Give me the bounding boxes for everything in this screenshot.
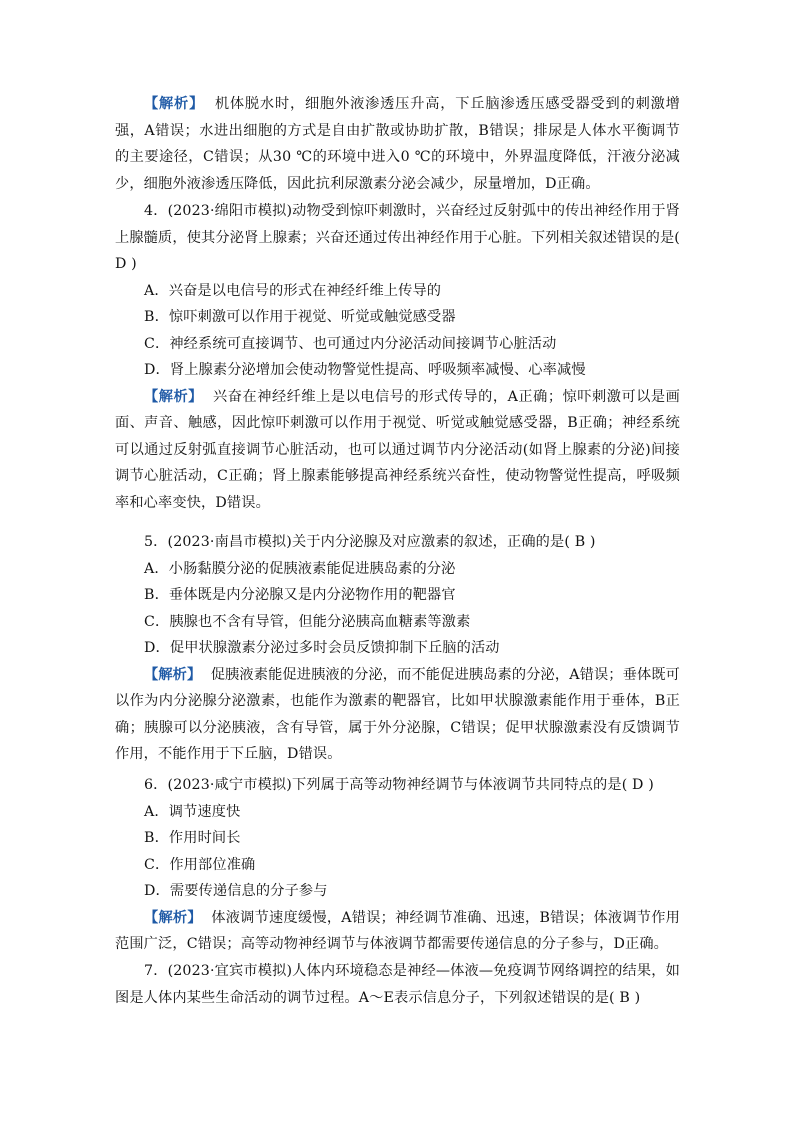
option-b: B．惊吓刺激可以作用于视觉、听觉或触觉感受器 [144,309,456,325]
option-c: C．胰腺也不含有导管，但能分泌胰高血糖素等激素 [144,613,471,630]
question-5 [115,529,680,768]
analysis-text: 促胰液素能促进胰液的分泌，而不能促进胰岛素的分泌，A错误；垂体既可以作为内分泌腺分泌激素，也能作为激素的靶器官，比如甲状腺激素能作用于垂体，B正确；胰腺可以分泌胰液，含有导管，属于外分泌腺，C错误；促甲状腺激素没有反馈调节作用，不能作用于下丘脑，D错误。 [115,666,680,762]
option-a: A．小肠黏膜分泌的促胰液素能促进胰岛素的分泌 [144,560,456,577]
analysis-text: 机体脱水时，细胞外液渗透压升高，下丘脑渗透压感受器受到的刺激增强，A错误；水进出细胞的方式是自由扩散或协助扩散，B错误；排尿是人体水平衡调节的主要途径，C错误；从30 ℃的环境中进入0 ℃的环境中，外界温度降低，汗液分泌减少，细胞外液渗透压降低，因此抗利尿激素分泌会减少，尿量增加，D正确。 [115,96,680,192]
question-stem: 7．(2023·宜宾市模拟)人体内环境稳态是神经—体液—免疫调节网络调控的结果，如图是人体内某些生命活动的调节过程。A～E表示信息分子，下列叙述错误的是( B ) [115,963,680,1006]
option-b: B．垂体既是内分泌腺又是内分泌物作用的靶器官 [144,587,456,603]
option-d: D．促甲状腺激素分泌过多时会员反馈抑制下丘脑的活动 [144,640,500,656]
question-4 [115,198,680,516]
analysis-label: 【解析】 [144,96,205,112]
analysis-text: 体液调节速度缓慢，A错误；神经调节准确、迅速，B错误；体液调节作用范围广泛，C错误；高等动物神经调节与体液调节都需要传递信息的分子参与，D正确。 [115,909,680,952]
analysis-q3 [115,91,680,197]
question-6 [115,772,680,958]
option-a: A．兴奋是以电信号的形式在神经纤维上传导的 [144,282,442,299]
analysis-label: 【解析】 [144,388,203,405]
question-stem: 6．(2023·咸宁市模拟)下列属于高等动物神经调节与体液调节共同特点的是( D ) [144,777,654,793]
option-d: D．需要传递信息的分子参与 [144,883,328,899]
analysis-label: 【解析】 [144,666,202,683]
option-d: D．肾上腺素分泌增加会使动物警觉性提高、呼吸频率减慢、心率减慢 [144,362,586,378]
option-b: B．作用时间长 [144,830,241,846]
question-7 [115,958,680,1011]
option-c: C．作用部位准确 [144,856,256,873]
analysis-text: 兴奋在神经纤维上是以电信号的形式传导的，A正确；惊吓刺激可以是画面、声音、触感，因此惊吓刺激可以作用于视觉、听觉或触觉感受器，B正确；神经系统可以通过反射弧直接调节心脏活动，也可以通过调节内分泌活动(如肾上腺素的分泌)间接调节心脏活动，C正确；肾上腺素能够提高神经系统兴奋性，使动物警觉性提高，呼吸频率和心率变快，D错误。 [115,388,680,511]
question-stem: 5．(2023·南昌市模拟)关于内分泌腺及对应激素的叙述，正确的是( B ) [144,534,596,550]
option-a: A．调节速度快 [144,803,241,820]
question-stem: 4．(2023·绵阳市模拟)动物受到惊吓刺激时，兴奋经过反射弧中的传出神经作用于肾上腺髓质，使其分泌肾上腺素；兴奋还通过传出神经作用于心脏。下列相关叙述错误的是( D ) [115,203,680,272]
analysis-label: 【解析】 [144,909,202,926]
option-c: C．神经系统可直接调节、也可通过内分泌活动间接调节心脏活动 [144,335,557,352]
